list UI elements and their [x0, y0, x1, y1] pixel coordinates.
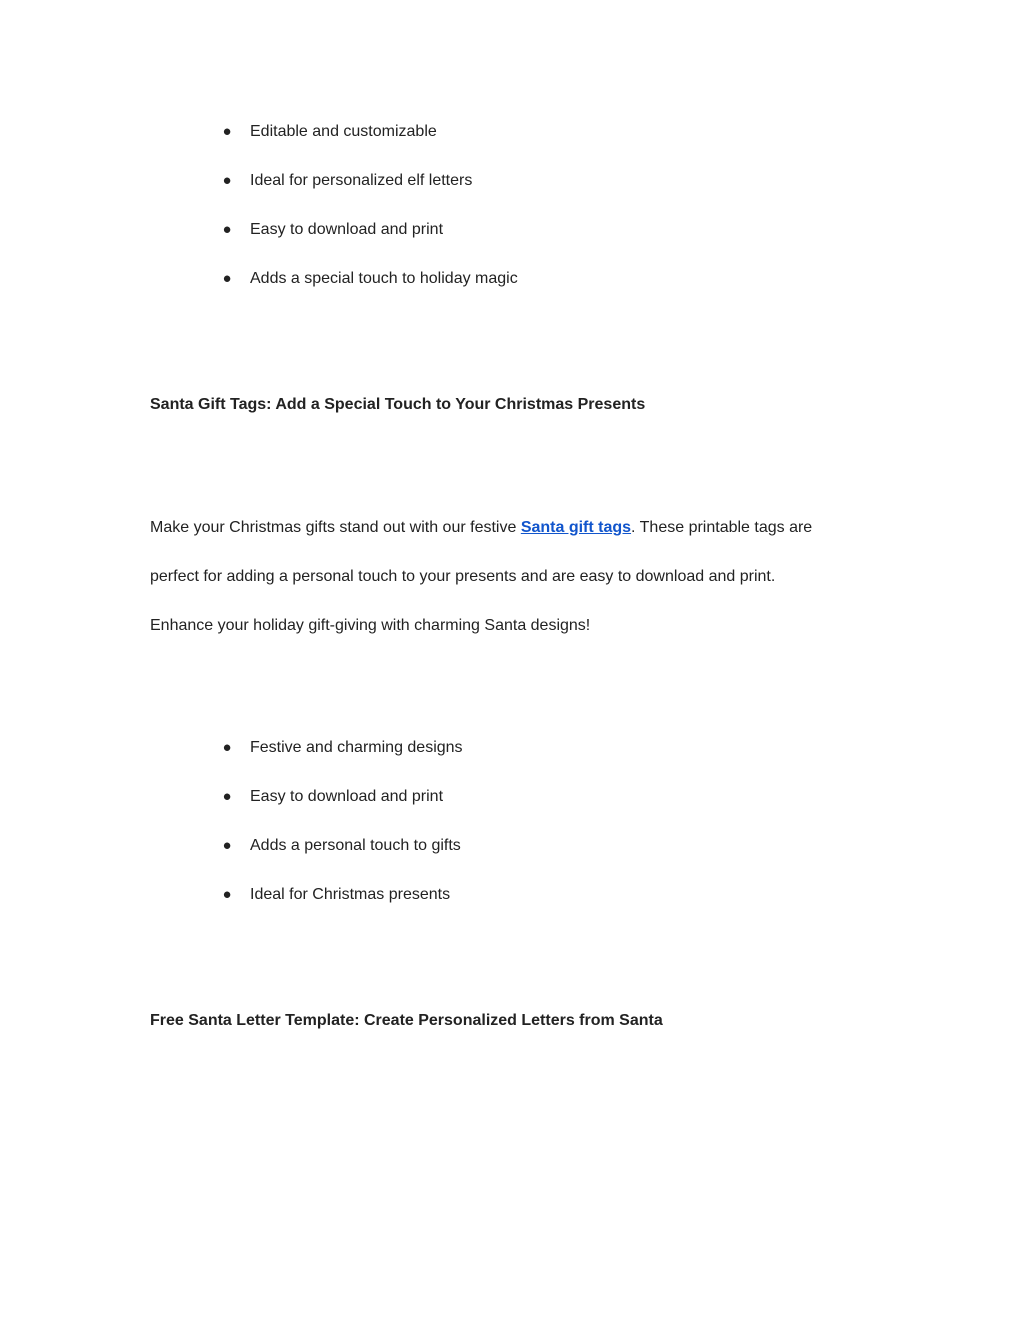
list-item	[0, 883, 1024, 932]
list-item-text: Easy to download and print	[250, 788, 444, 805]
section-heading-santa-gift-tags: Santa Gift Tags: Add a Special Touch to Your Christmas Presents	[150, 396, 646, 413]
bullet-icon: ●	[222, 172, 232, 189]
paragraph-line: perfect for adding a personal touch to your presents and are easy to download and print.	[150, 568, 776, 585]
list-item-text: Easy to download and print	[250, 221, 444, 238]
bullet-icon: ●	[222, 837, 232, 854]
list-item	[0, 736, 1024, 785]
santa-gift-tags-paragraph	[150, 516, 870, 663]
list-item	[0, 218, 1024, 267]
bullet-icon: ●	[222, 123, 232, 140]
paragraph-text: . These printable tags are	[631, 519, 813, 536]
bullet-icon: ●	[222, 739, 232, 756]
bullet-icon: ●	[222, 788, 232, 805]
list-item	[0, 834, 1024, 883]
bullet-icon: ●	[222, 270, 232, 287]
list-item	[0, 120, 1024, 169]
list-item-text: Ideal for Christmas presents	[250, 886, 451, 903]
bullet-icon: ●	[222, 886, 232, 903]
list-item	[0, 785, 1024, 834]
features-list-1	[0, 120, 1024, 316]
list-item-text: Ideal for personalized elf letters	[250, 172, 473, 189]
section-heading-santa-letter-template: Free Santa Letter Template: Create Personalized Letters from Santa	[150, 1012, 663, 1029]
list-item-text: Editable and customizable	[250, 123, 437, 140]
bullet-icon: ●	[222, 221, 232, 238]
list-item	[0, 169, 1024, 218]
features-list-2	[0, 736, 1024, 932]
paragraph-line: Enhance your holiday gift-giving with charming Santa designs!	[150, 617, 591, 634]
list-item-text: Adds a personal touch to gifts	[250, 837, 461, 854]
list-item	[0, 267, 1024, 316]
list-item-text: Festive and charming designs	[250, 739, 463, 756]
santa-gift-tags-link[interactable]: Santa gift tags	[520, 519, 632, 536]
list-item-text: Adds a special touch to holiday magic	[250, 270, 518, 287]
paragraph-text: Make your Christmas gifts stand out with our festive	[150, 519, 521, 536]
paragraph-line	[150, 516, 870, 565]
